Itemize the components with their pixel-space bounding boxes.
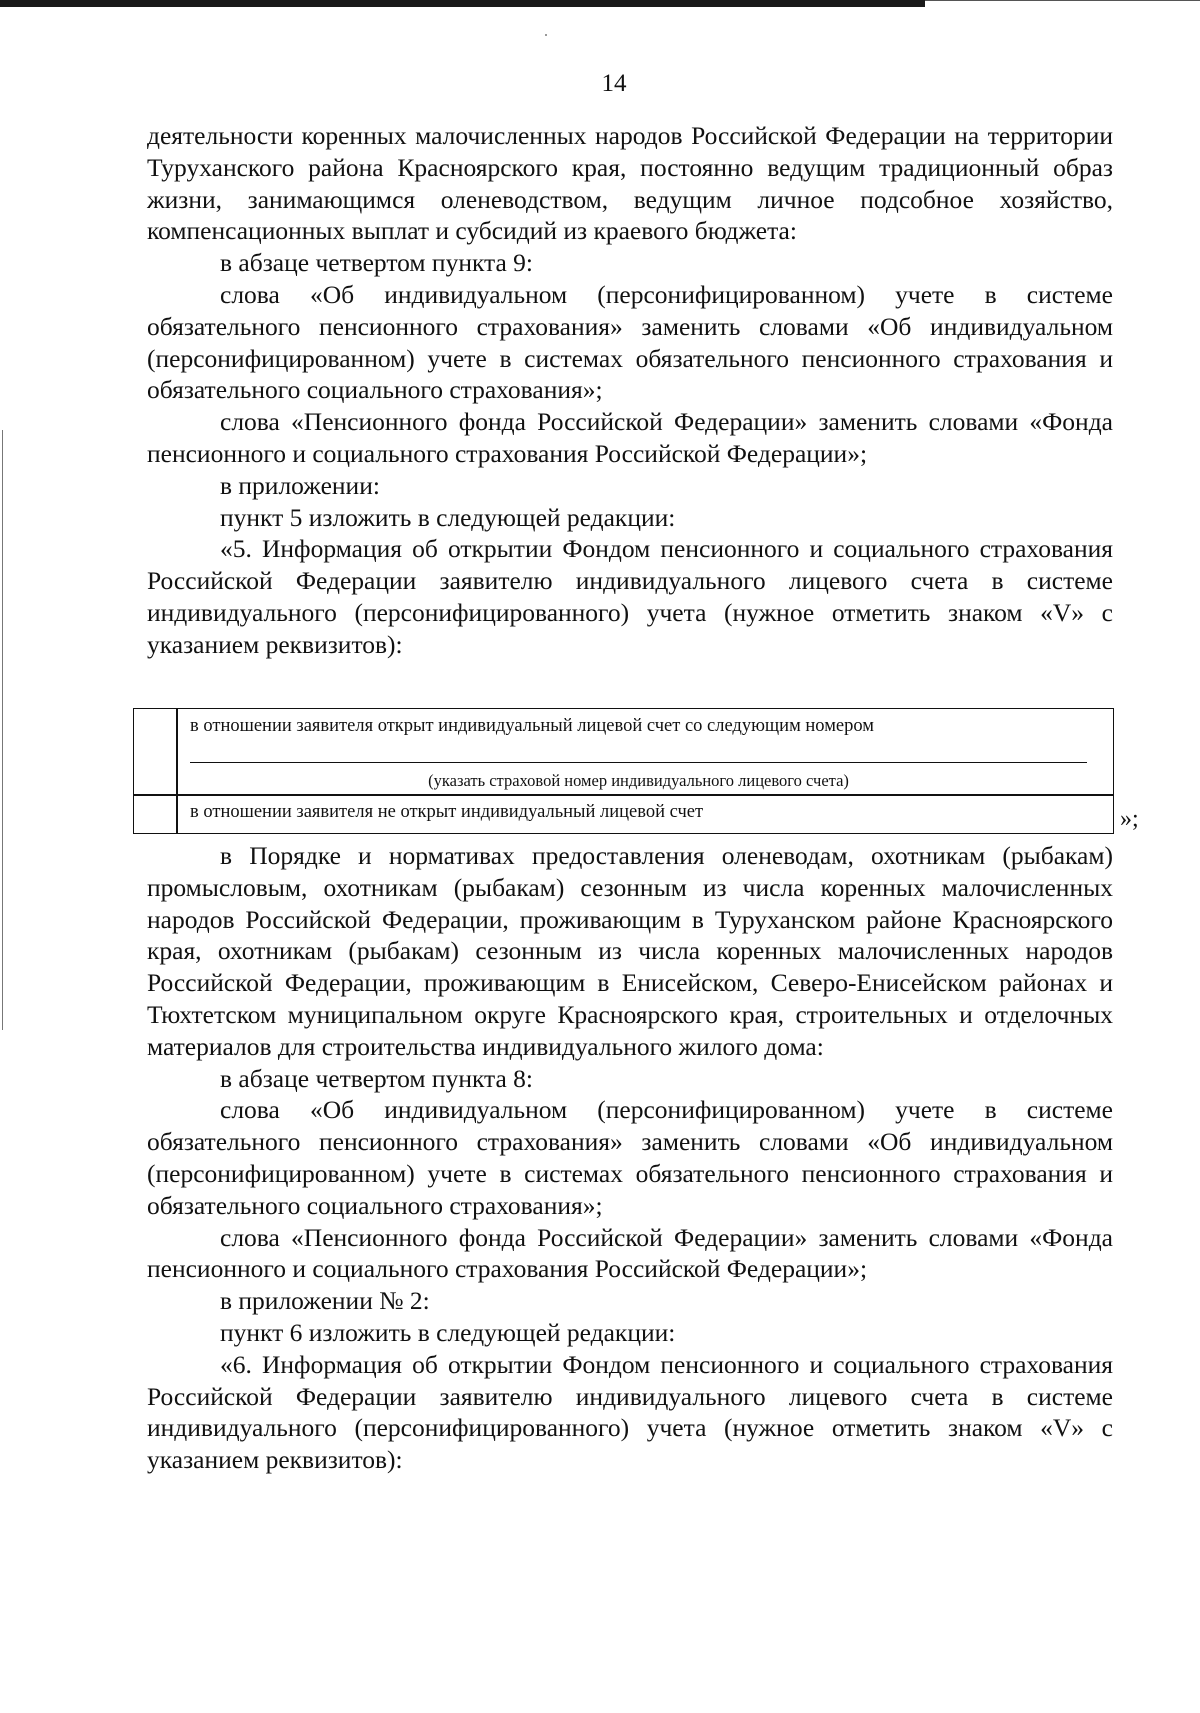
paragraph: пункт 6 изложить в следующей редакции: bbox=[220, 1317, 676, 1347]
paragraph: в абзаце четвертом пункта 9: bbox=[220, 248, 534, 278]
paragraph: в Порядке и нормативах предоставления оленеводам, охотникам (рыбакам) промысловым, охотникам (рыбакам) сезонным из числа коренных малочисленных народов Российской Федерации, проживающим в Туруханском районе Красноярского края, охотникам (рыбакам) сезонным из числа коренных малочисленных народов Российской Федерации, проживающим в Енисейском, Северо-Енисейском районах и Тюхтетском муниципальном округе Красноярского края, строительных и отделочных материалов для строительства индивидуального жилого дома: bbox=[147, 841, 1113, 1061]
paragraph: слова «Пенсионного фонда Российской Федерации» заменить словами «Фонда пенсионного и социального страхования Российской Федерации»; bbox=[147, 407, 1113, 468]
paragraph: «5. Информация об открытии Фондом пенсионного и социального страхования Российской Федерации заявителю индивидуального лицевого счета в системе индивидуального (персонифицированного) учета (нужное отметить знаком «V» с указанием реквизитов): bbox=[147, 534, 1113, 659]
checkbox-cell-open[interactable] bbox=[133, 708, 178, 796]
scan-edge-top bbox=[0, 0, 925, 7]
paragraph: «6. Информация об открытии Фондом пенсионного и социального страхования Российской Федерации заявителю индивидуального лицевого счета в системе индивидуального (персонифицированного) учета (нужное отметить знаком «V» с указанием реквизитов): bbox=[147, 1349, 1113, 1475]
paragraph: деятельности коренных малочисленных народов Российской Федерации на территории Туруханского района Красноярского края, постоянно ведущим традиционный образ жизни, занимающимся оленеводством, ведущим личное подсобное хозяйство, компенсационных выплат и субсидий из краевого бюджета: bbox=[147, 121, 1113, 246]
page-number: 14 bbox=[601, 70, 627, 97]
paragraph: слова «Об индивидуальном (персонифицированном) учете в системе обязательного пенсионного страхования» заменить словами «Об индивидуальном (персонифицированном) учете в системах обязательного пенсионного страхования и обязательного социального страхования»; bbox=[147, 279, 1113, 405]
paragraph: в абзаце четвертом пункта 8: bbox=[220, 1063, 534, 1093]
paragraph: пункт 5 изложить в следующей редакции: bbox=[220, 502, 676, 532]
account-number-field[interactable] bbox=[190, 762, 1087, 763]
paragraph: в приложении: bbox=[220, 470, 380, 500]
scan-edge-top-thin bbox=[925, 0, 1200, 1]
row-not-open-text: в отношении заявителя не открыт индивидуальный лицевой счет bbox=[190, 802, 704, 822]
text-block-lower bbox=[147, 840, 1113, 1476]
account-info-table bbox=[133, 708, 1114, 832]
paragraph: в приложении № 2: bbox=[220, 1286, 430, 1316]
scan-speck bbox=[545, 34, 547, 36]
checkbox-cell-not-open[interactable] bbox=[133, 794, 178, 834]
account-number-caption: (указать страховой номер индивидуального лицевого счета) bbox=[428, 771, 849, 790]
scan-edge-left bbox=[2, 430, 3, 1030]
row-open-text: в отношении заявителя открыт индивидуальный лицевой счет со следующим номером bbox=[190, 716, 874, 736]
paragraph: слова «Об индивидуальном (персонифицированном) учете в системе обязательного пенсионного страхования» заменить словами «Об индивидуальном (персонифицированном) учете в системах обязательного пенсионного страхования и обязательного социального страхования»; bbox=[147, 1095, 1113, 1220]
paragraph: слова «Пенсионного фонда Российской Федерации» заменить словами «Фонда пенсионного и социального страхования Российской Федерации»; bbox=[147, 1222, 1113, 1284]
text-block-upper bbox=[147, 120, 1113, 661]
closing-quote: »; bbox=[1120, 806, 1139, 832]
